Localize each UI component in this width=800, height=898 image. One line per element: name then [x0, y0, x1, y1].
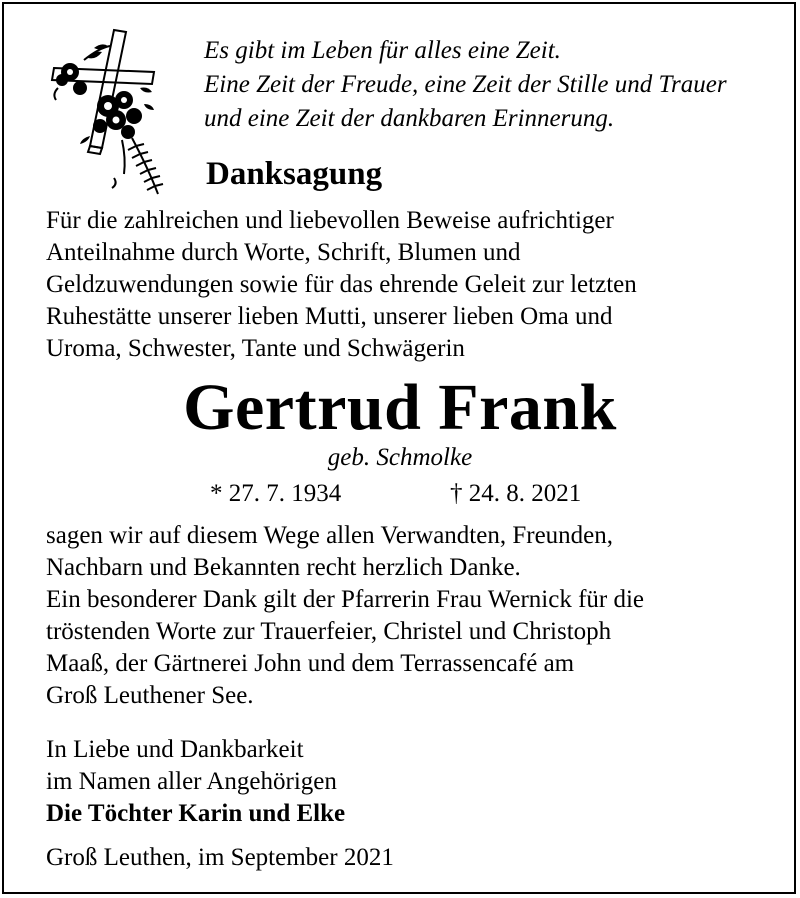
place-date: Groß Leuthen, im September 2021 — [46, 844, 394, 871]
thanks-line: sagen wir auf diesem Wege allen Verwandten, Freunden, — [46, 522, 614, 549]
maiden-name — [0, 442, 800, 474]
cross-with-roses-icon — [44, 28, 194, 200]
closing-block — [46, 734, 766, 830]
intro-line: Uroma, Schwester, Tante und Schwägerin — [46, 335, 465, 362]
death-date: † 24. 8. 2021 — [450, 480, 582, 507]
maiden-name-text: geb. Schmolke — [327, 444, 473, 471]
signature: Die Töchter Karin und Elke — [46, 800, 346, 827]
intro-line: Ruhestätte unserer lieben Mutti, unserer lieben Oma und — [46, 303, 613, 330]
opening-poem — [204, 34, 784, 136]
poem-line: Eine Zeit der Freude, eine Zeit der Stille und Trauer — [204, 71, 727, 98]
deceased-name: Gertrud Frank — [183, 371, 617, 444]
birth-date: * 27. 7. 1934 — [210, 480, 342, 507]
notice-heading: Danksagung — [206, 156, 383, 192]
intro-line: Für die zahlreichen und liebevollen Beweise aufrichtiger — [46, 207, 614, 234]
special-thanks-paragraph — [46, 584, 766, 712]
special-thanks-line: tröstenden Worte zur Trauerfeier, Christel und Christoph — [46, 618, 612, 645]
poem-line: und eine Zeit der dankbaren Erinnerung. — [204, 105, 615, 132]
thanks-paragraph — [46, 520, 766, 584]
intro-line: Anteilnahme durch Worte, Schrift, Blumen und — [46, 239, 521, 266]
intro-line: Geldzuwendungen sowie für das ehrende Geleit zur letzten — [46, 271, 637, 298]
intro-paragraph — [46, 205, 766, 365]
special-thanks-line: Maaß, der Gärtnerei John und dem Terrassencafé am — [46, 650, 575, 677]
poem-line: Es gibt im Leben für alles eine Zeit. — [204, 37, 561, 64]
closing-line: im Namen aller Angehörigen — [46, 768, 337, 795]
closing-line: In Liebe und Dankbarkeit — [46, 736, 304, 763]
special-thanks-line: Groß Leuthener See. — [46, 682, 254, 709]
special-thanks-line: Ein besonderer Dank gilt der Pfarrerin Frau Wernick für die — [46, 586, 645, 613]
thanks-line: Nachbarn und Bekannten recht herzlich Danke. — [46, 554, 521, 581]
